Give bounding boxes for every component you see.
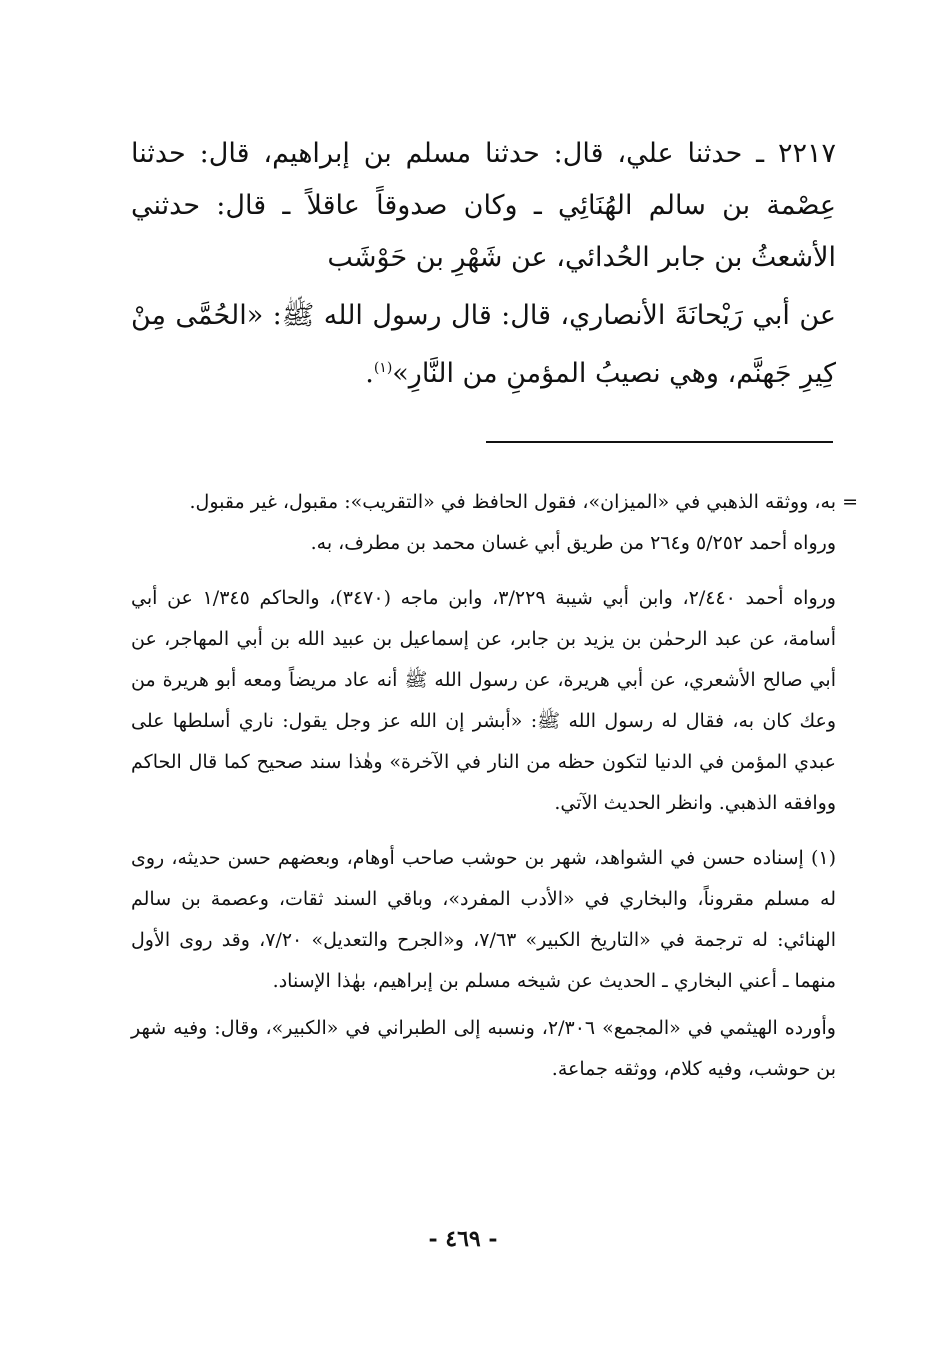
footnote-separator-line: [486, 441, 833, 443]
page-number: - ٤٦٩ -: [428, 1226, 498, 1252]
continuation-mark: =: [842, 491, 858, 513]
footnotes-section: [131, 482, 858, 1090]
footnote-continuation: [131, 482, 858, 523]
hadith-paragraph-matn: [131, 290, 836, 400]
hadith-isnad-text: ٢٢١٧ ـ حدثنا علي، قال: حدثنا مسلم بن إبراهيم، قال: حدثنا عِصْمة بن سالم الهُنَائِي ـ وكان صدوقاً عاقلاً ـ قال: حدثني الأشعثُ بن جابر الحُدائي، عن شَهْرِ بن حَوْشَب: [131, 138, 836, 273]
footnote-paragraph: وأورده الهيثمي في «المجمع» ٢/٣٠٦، ونسبه إلى الطبراني في «الكبير»، وقال: وفيه شهر بن حوشب، وفيه كلام، ووثقه جماعة.: [131, 1017, 836, 1080]
footnote-1: (١) إسناده حسن في الشواهد، شهر بن حوشب صاحب أوهام، وبعضهم حسن حديثه، روى له مسلم مقروناً، والبخاري في «الأدب المفرد»، وباقي السند ثقات، وعصمة بن سالم الهنائي: له ترجمة في «التاريخ الكبير» ٧/٦٣، و«الجرح والتعديل» ٧/٢٠، وقد روى الأول منهما ـ أعني البخاري ـ الحديث عن شيخه مسلم بن إبراهيم، بهٰذا الإسناد.: [131, 847, 836, 992]
footnote-paragraph: ورواه أحمد ٥/٢٥٢ و٢٦٤ من طريق أبي غسان محمد بن مطرف، به.: [310, 532, 836, 554]
footnote-continuation-text: به، ووثقه الذهبي في «الميزان»، فقول الحافظ في «التقريب»: مقبول، غير مقبول.: [189, 491, 836, 513]
hadith-text: [131, 128, 836, 400]
hadith-paragraph-isnad: [131, 128, 836, 284]
hadith-matn-text: عن أبي رَيْحانَةَ الأنصاري، قال: قال رسول الله ﷺ: «الحُمَّى مِنْ كِيرِ جَهنَّم، وهي نصيبُ المؤمنِ من النَّارِ»: [131, 300, 836, 389]
footnote-reference: (١): [373, 360, 393, 376]
footnote-paragraph: ورواه أحمد ٢/٤٤٠، وابن أبي شيبة ٣/٢٢٩، وابن ماجه (٣٤٧٠)، والحاكم ١/٣٤٥ عن أبي أسامة، عن عبد الرحمٰن بن يزيد بن جابر، عن إسماعيل بن عبيد الله بن أبي المهاجر، عن أبي صالح الأشعري، عن أبي هريرة، عن رسول الله ﷺ أنه عاد مريضاً ومعه أبو هريرة من وعك كان به، فقال له رسول الله ﷺ: «أبشر إن الله عز وجل يقول: ناري أسلطها على عبدي المؤمن في الدنيا لتكون حظه من النار في الآخرة» وهٰذا سند صحيح كما قال الحاكم ووافقه الذهبي. وانظر الحديث الآتي.: [131, 587, 836, 814]
hadith-end-mark: .: [365, 358, 374, 389]
